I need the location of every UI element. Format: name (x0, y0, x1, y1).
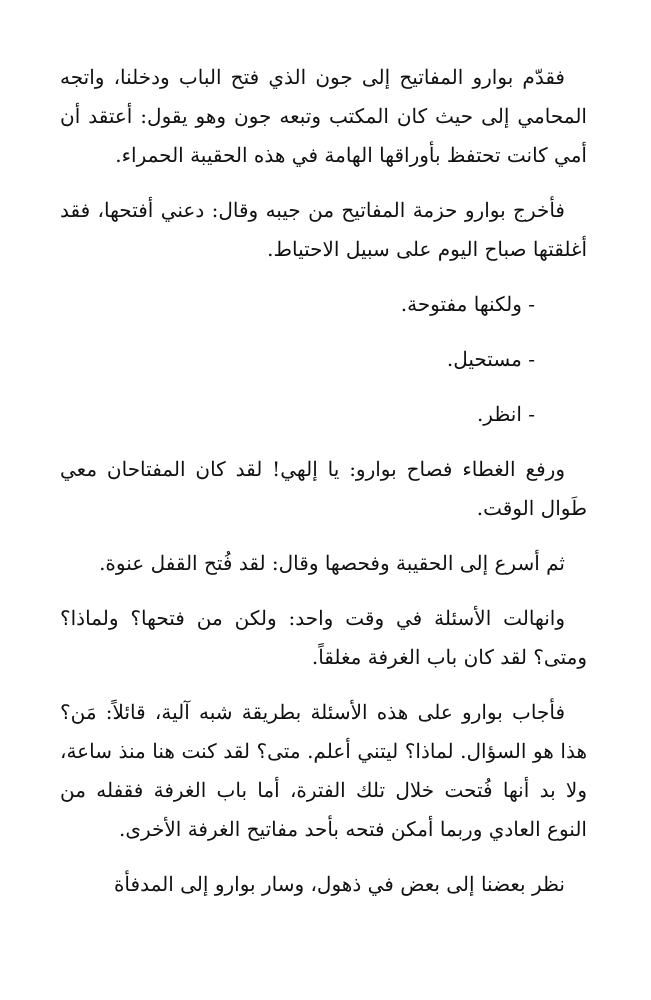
paragraph: فأخرج بوارو حزمة المفاتيح من جيبه وقال: دعني أفتحها، فقد أغلقتها صباح اليوم على سبيل الاحتياط. (60, 198, 587, 261)
paragraph: ثم أسرع إلى الحقيبة وفحصها وقال: لقد فُتح القفل عنوة. (99, 551, 565, 575)
paragraph: فقدّم بوارو المفاتيح إلى جون الذي فتح الباب ودخلنا، واتجه المحامي إلى حيث كان المكتب وتبعه جون وهو يقول: أعتقد أن أمي كانت تحتفظ بأوراقها الهامة في هذه الحقيبة الحمراء. (60, 65, 587, 167)
paragraph: فأجاب بوارو على هذه الأسئلة بطريقة شبه آلية، قائلاً: مَن؟ هذا هو السؤال. لماذا؟ ليتني أعلم. متى؟ لقد كنت هنا منذ ساعة، ولا بد أنها فُتحت خلال تلك الفترة، أما باب الغرفة فقفله من النوع العادي وربما أمكن فتحه بأحد مفاتيح الغرفة الأخرى. (60, 700, 587, 841)
dialogue-line: - انظر. (476, 402, 535, 426)
dialogue-line: - مستحيل. (446, 347, 535, 371)
dialogue-line: - ولكنها مفتوحة. (400, 292, 535, 316)
paragraph: ورفع الغطاء فصاح بوارو: يا إلهي! لقد كان المفتاحان معي طَوال الوقت. (60, 457, 587, 520)
paragraph: نظر بعضنا إلى بعض في ذهول، وسار بوارو إلى المدفأة (113, 872, 565, 896)
page-text (60, 58, 587, 904)
paragraph: وانهالت الأسئلة في وقت واحد: ولكن من فتحها؟ ولماذا؟ ومتى؟ لقد كان باب الغرفة مغلقاً. (60, 606, 587, 669)
